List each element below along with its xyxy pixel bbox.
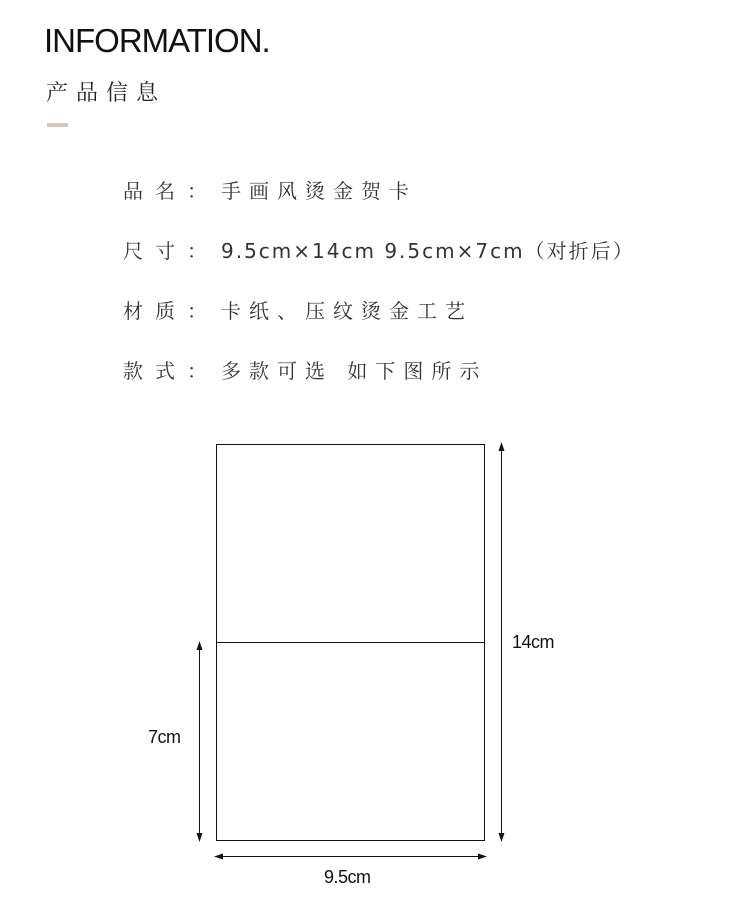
arrowhead-icon <box>499 833 505 842</box>
info-value: 多款可选 如下图所示 <box>221 359 488 383</box>
arrowhead-icon <box>214 854 223 860</box>
arrowhead-icon <box>197 833 203 842</box>
arrowhead-icon <box>499 442 505 451</box>
folded-height-label: 7cm <box>148 727 181 747</box>
section-title: INFORMATION. <box>44 22 270 59</box>
info-label: 材质： <box>123 299 219 323</box>
info-value: 9.5cm×14cm 9.5cm×7cm（对折后） <box>221 239 635 263</box>
info-label: 尺寸： <box>123 239 219 263</box>
info-label: 品名： <box>123 179 219 203</box>
width-label: 9.5cm <box>324 867 371 887</box>
arrowhead-icon <box>197 641 203 650</box>
info-value: 卡纸、压纹烫金工艺 <box>221 299 473 323</box>
info-label: 款式： <box>123 359 219 383</box>
arrowhead-icon <box>478 854 487 860</box>
info-value: 手画风烫金贺卡 <box>221 179 417 203</box>
section-subtitle: 产品信息 <box>46 81 167 106</box>
height-label: 14cm <box>512 632 555 652</box>
